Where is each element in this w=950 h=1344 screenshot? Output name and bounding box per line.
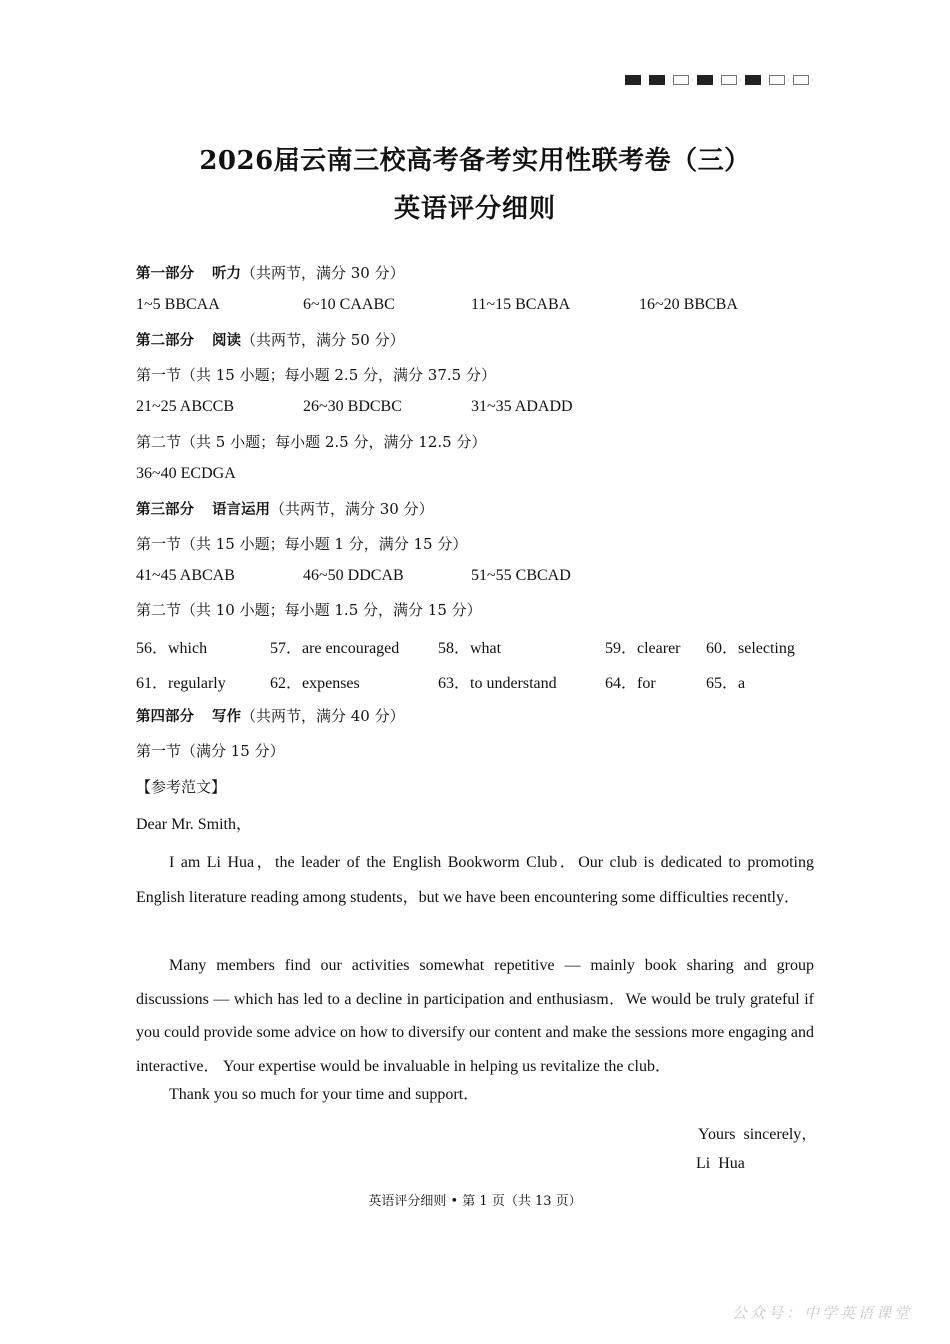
part3-sec1-answer-row [136, 567, 816, 587]
fill-answer: 64．for [605, 675, 656, 692]
answer-group: 46~50 DDCAB [303, 567, 404, 584]
part1-answer-row [136, 296, 816, 316]
part2-sec1-answer-row [136, 398, 816, 418]
fill-answer: 60．selecting [706, 640, 795, 657]
part3-section2-label: 第二节（共 10 小题；每小题 1.5 分，满分 15 分） [136, 601, 482, 619]
letter-signature: Li Hua [696, 1155, 745, 1172]
part3-title: 语言运用 [212, 502, 270, 518]
part3-section1-label: 第一节（共 15 小题；每小题 1 分，满分 15 分） [136, 535, 468, 553]
letter-paragraph-1: I am Li Hua，the leader of the English Bookworm Club．Our club is dedicated to promoting English literature reading among students，but we have been encountering some difficulties recently． [136, 854, 814, 906]
fill-answer: 57．are encouraged [270, 640, 400, 657]
watermark: 公众号：中学英语课堂 [732, 1304, 913, 1322]
answer-group: 16~20 BBCBA [639, 296, 738, 313]
part3-name: 第三部分 [136, 502, 194, 518]
letter-paragraph-3: Thank you so much for your time and support． [169, 1086, 480, 1103]
document-subtitle: 英语评分细则 [393, 194, 556, 224]
answer-group: 41~45 ABCAB [136, 567, 235, 584]
answer-group: 6~10 CAABC [303, 296, 395, 313]
part2-name: 第二部分 [136, 333, 194, 349]
part1-heading [136, 262, 405, 283]
part2-heading [136, 329, 405, 350]
part1-name: 第一部分 [136, 266, 194, 282]
document-title: 2026届云南三校高考备考实用性联考卷（三） [199, 146, 751, 176]
answer-group: 26~30 BDCBC [303, 398, 402, 415]
answer-group: 11~15 BCABA [471, 296, 571, 313]
part1-desc: （共两节，满分 30 分） [241, 264, 405, 282]
part4-heading [136, 705, 405, 726]
part4-desc: （共两节，满分 40 分） [241, 707, 405, 725]
part4-title: 写作 [212, 709, 241, 725]
page-footer: 英语评分细则 • 第 1 页（共 13 页） [368, 1194, 582, 1209]
fill-answer: 65．a [706, 675, 746, 692]
letter-closing: Yours sincerely， [698, 1126, 818, 1143]
fill-answer: 59．clearer [605, 640, 681, 657]
answer-group: 21~25 ABCCB [136, 398, 235, 415]
part2-sec2-answer-row [136, 465, 816, 485]
header-block-marks [625, 75, 809, 85]
part3-sec2-answer-row-1 [136, 635, 816, 655]
fill-answer: 56．which [136, 640, 208, 657]
part3-sec2-answer-row-2 [136, 670, 816, 690]
fill-answer: 63．to understand [438, 675, 557, 692]
part3-heading [136, 498, 434, 519]
part2-section2-label: 第二节（共 5 小题；每小题 2.5 分，满分 12.5 分） [136, 433, 487, 451]
fill-answer: 62．expenses [270, 675, 360, 692]
part2-desc: （共两节，满分 50 分） [241, 331, 405, 349]
answer-group: 36~40 ECDGA [136, 465, 236, 482]
fill-answer: 61．regularly [136, 675, 226, 692]
part2-title: 阅读 [212, 333, 241, 349]
answer-group: 51~55 CBCAD [471, 567, 571, 584]
letter-salutation: Dear Mr. Smith， [136, 816, 252, 833]
letter-paragraph-2: Many members find our activities somewhat repetitive — mainly book sharing and group discussions — which has led to a decline in participation and enthusiasm．We would be truly grateful if you could provide some advice on how to diversify our content and make the sessions more engaging and interactive． Your expertise would be invaluable in helping us revitalize the club． [136, 957, 814, 1075]
fill-answer: 58．what [438, 640, 502, 657]
part3-desc: （共两节，满分 30 分） [270, 500, 434, 518]
part4-name: 第四部分 [136, 709, 194, 725]
part2-section1-label: 第一节（共 15 小题；每小题 2.5 分，满分 37.5 分） [136, 366, 496, 384]
answer-group: 1~5 BBCAA [136, 296, 220, 313]
sample-essay-label: 【参考范文】 [136, 778, 227, 796]
answer-group: 31~35 ADADD [471, 398, 573, 415]
part1-title: 听力 [212, 266, 241, 282]
part4-section1-label: 第一节（满分 15 分） [136, 742, 285, 760]
